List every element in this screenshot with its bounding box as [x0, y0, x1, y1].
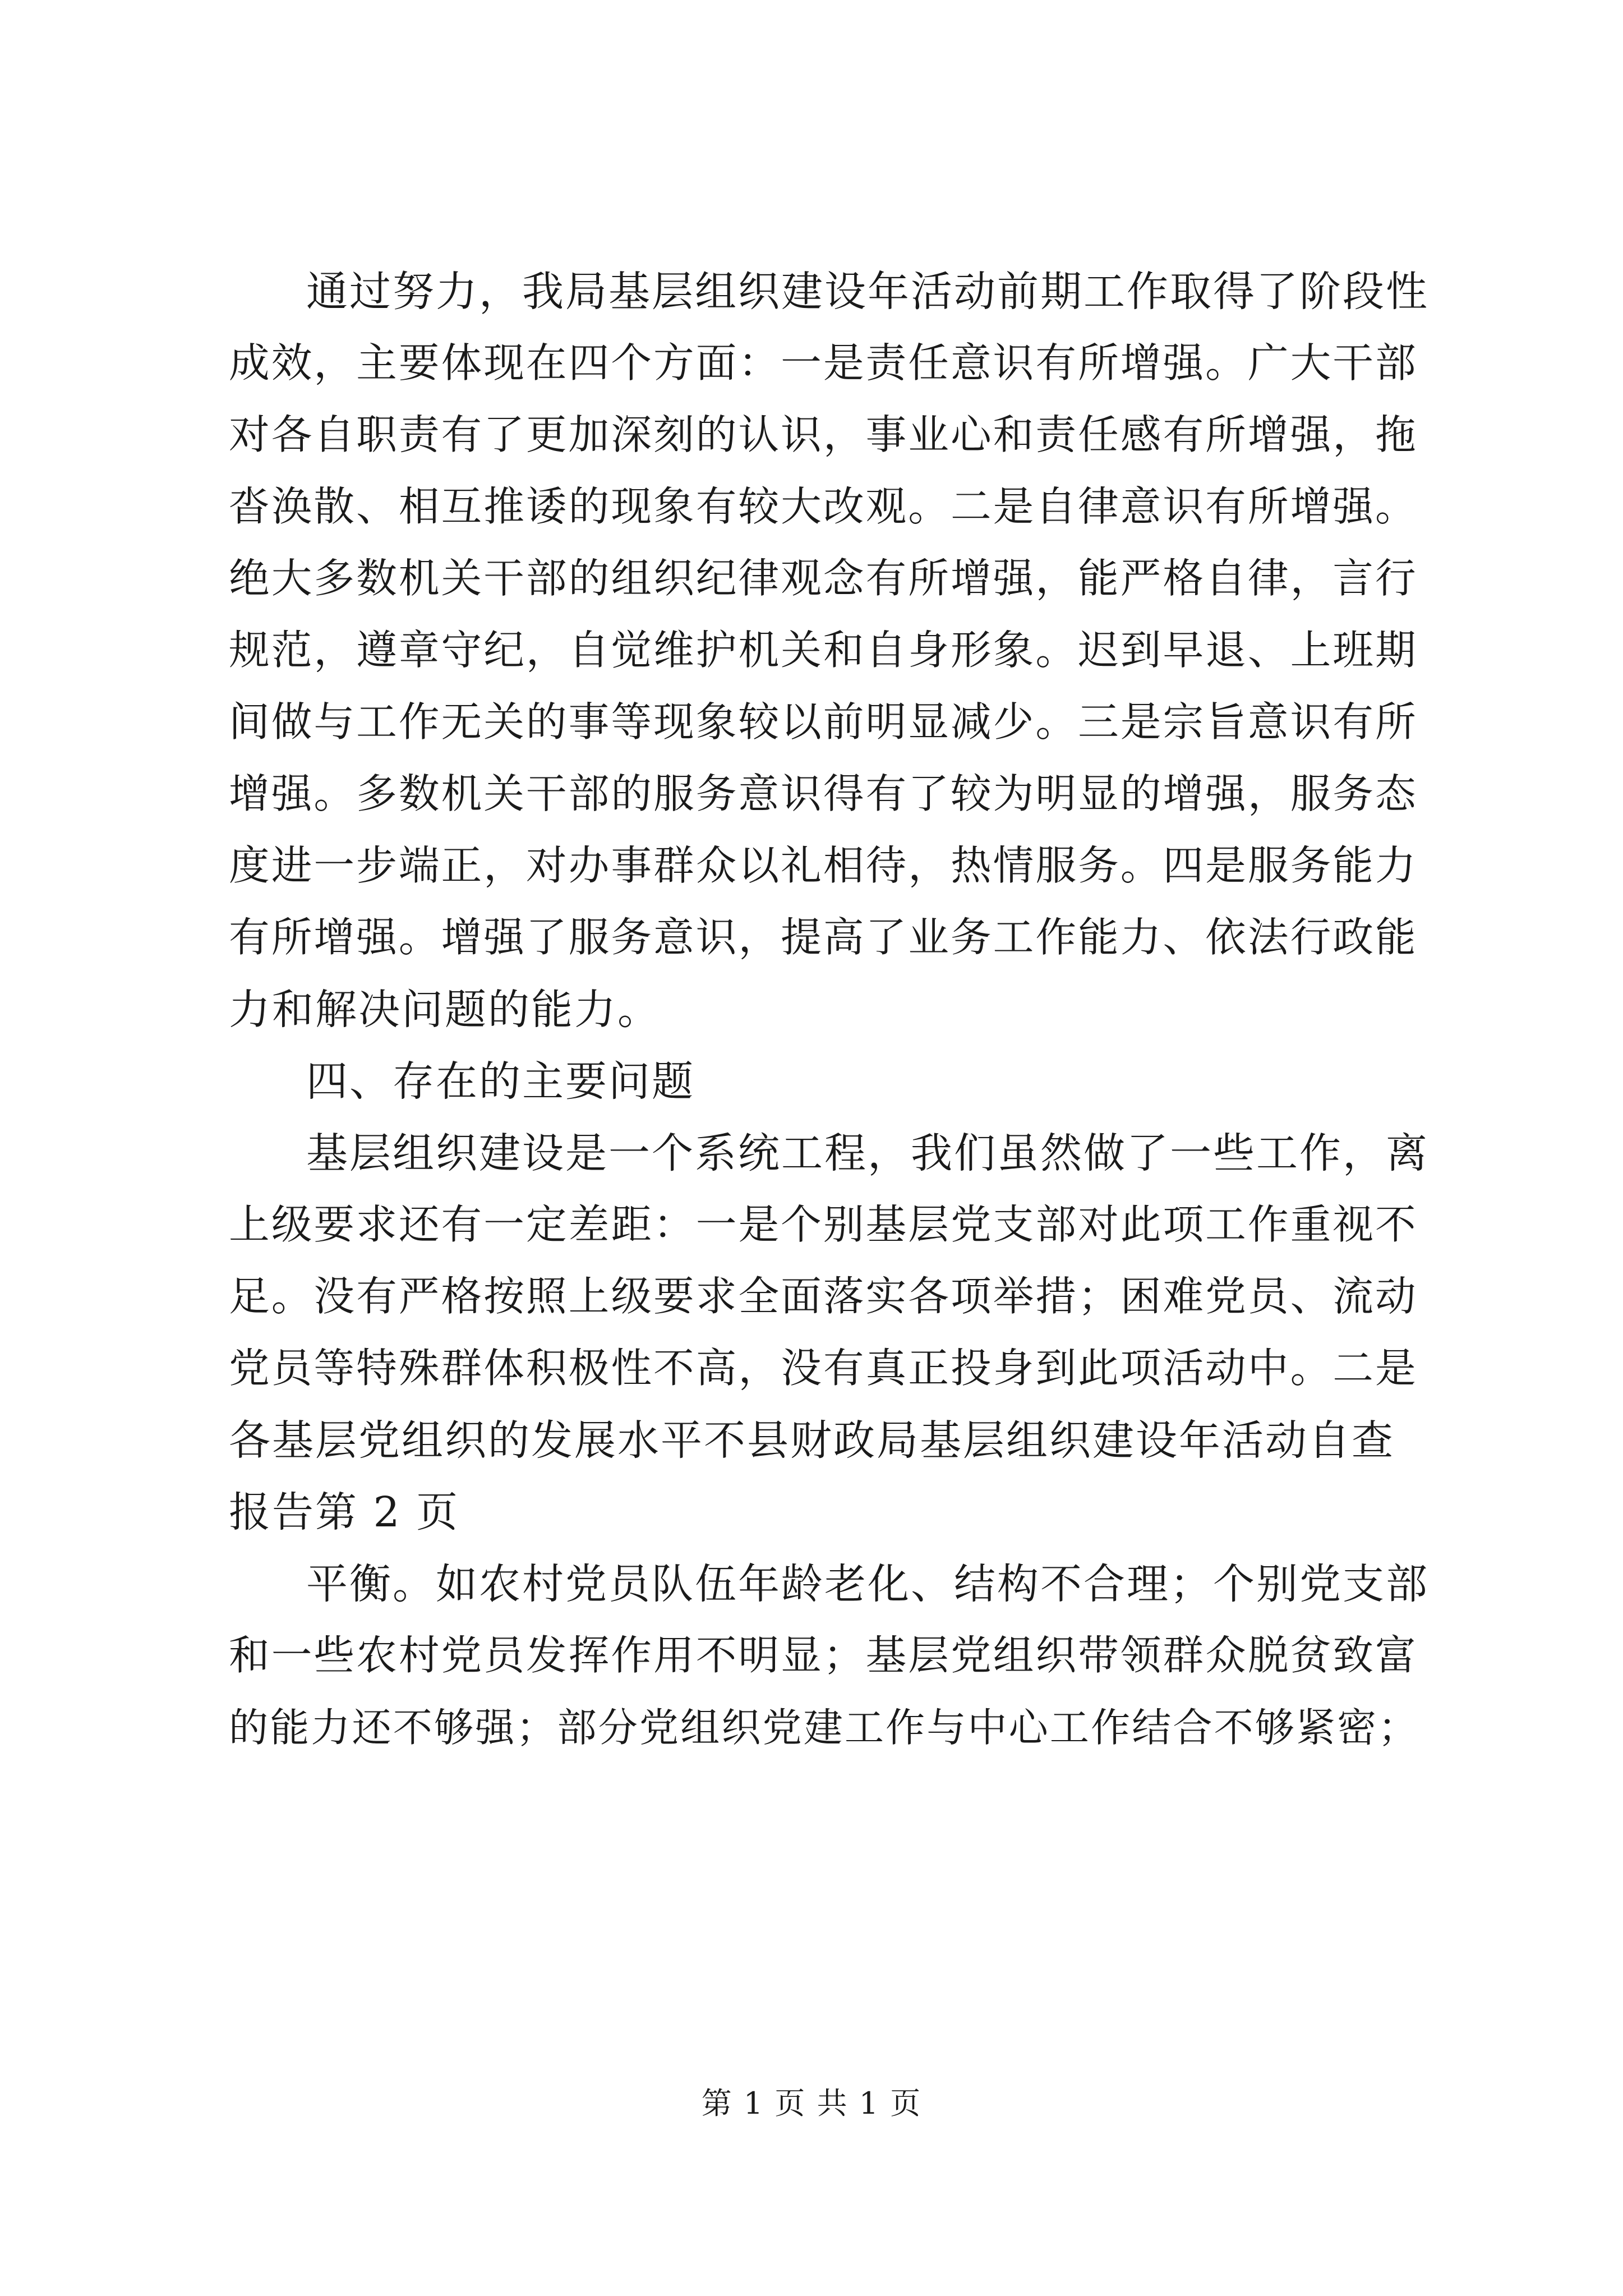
paragraph-line: 沓涣散、相互推诿的现象有较大改观。二是自律意识有所增强。 [229, 484, 1418, 531]
paragraph-line: 党员等特殊群体积极性不高，没有真正投身到此项活动中。二是 [229, 1345, 1418, 1392]
paragraph-line: 足。没有严格按照上级要求全面落实各项举措；困难党员、流动 [229, 1273, 1418, 1320]
paragraph-line: 规范，遵章守纪，自觉维护机关和自身形象。迟到早退、上班期 [229, 627, 1418, 674]
paragraph-line: 对各自职责有了更加深刻的认识，事业心和责任感有所增强，拖 [229, 412, 1418, 459]
paragraph-line: 的能力还不够强；部分党组织党建工作与中心工作结合不够紧密； [229, 1705, 1419, 1751]
section-heading: 四、存在的主要问题 [306, 1057, 695, 1106]
paragraph-line: 通过努力，我局基层组织建设年活动前期工作取得了阶段性 [306, 268, 1429, 316]
paragraph-line: 上级要求还有一定差距：一是个别基层党支部对此项工作重视不 [229, 1202, 1418, 1249]
paragraph-line: 力和解决问题的能力。 [229, 986, 661, 1034]
paragraph-line: 基层组织建设是一个系统工程，我们虽然做了一些工作，离 [306, 1129, 1429, 1177]
paragraph-line: 各基层党组织的发展水平不县财政局基层组织建设年活动自查 [229, 1416, 1395, 1465]
page-footer: 第 1 页 共 1 页 [701, 2086, 922, 2121]
paragraph-line: 报告第 2 页 [229, 1488, 460, 1536]
paragraph-line: 间做与工作无关的事等现象较以前明显减少。三是宗旨意识有所 [229, 699, 1418, 746]
paragraph-line: 增强。多数机关干部的服务意识得有了较为明显的增强，服务态 [229, 771, 1418, 818]
paragraph-line: 绝大多数机关干部的组织纪律观念有所增强，能严格自律，言行 [229, 555, 1418, 602]
paragraph-line: 和一些农村党员发挥作用不明显；基层党组织带领群众脱贫致富 [229, 1632, 1418, 1680]
paragraph-line: 有所增强。增强了服务意识，提高了业务工作能力、依法行政能 [229, 914, 1418, 961]
paragraph-line: 度进一步端正，对办事群众以礼相待，热情服务。四是服务能力 [229, 843, 1418, 890]
paragraph-line: 成效，主要体现在四个方面：一是责任意识有所增强。广大干部 [229, 340, 1418, 387]
paragraph-line: 平衡。如农村党员队伍年龄老化、结构不合理；个别党支部 [306, 1560, 1429, 1608]
